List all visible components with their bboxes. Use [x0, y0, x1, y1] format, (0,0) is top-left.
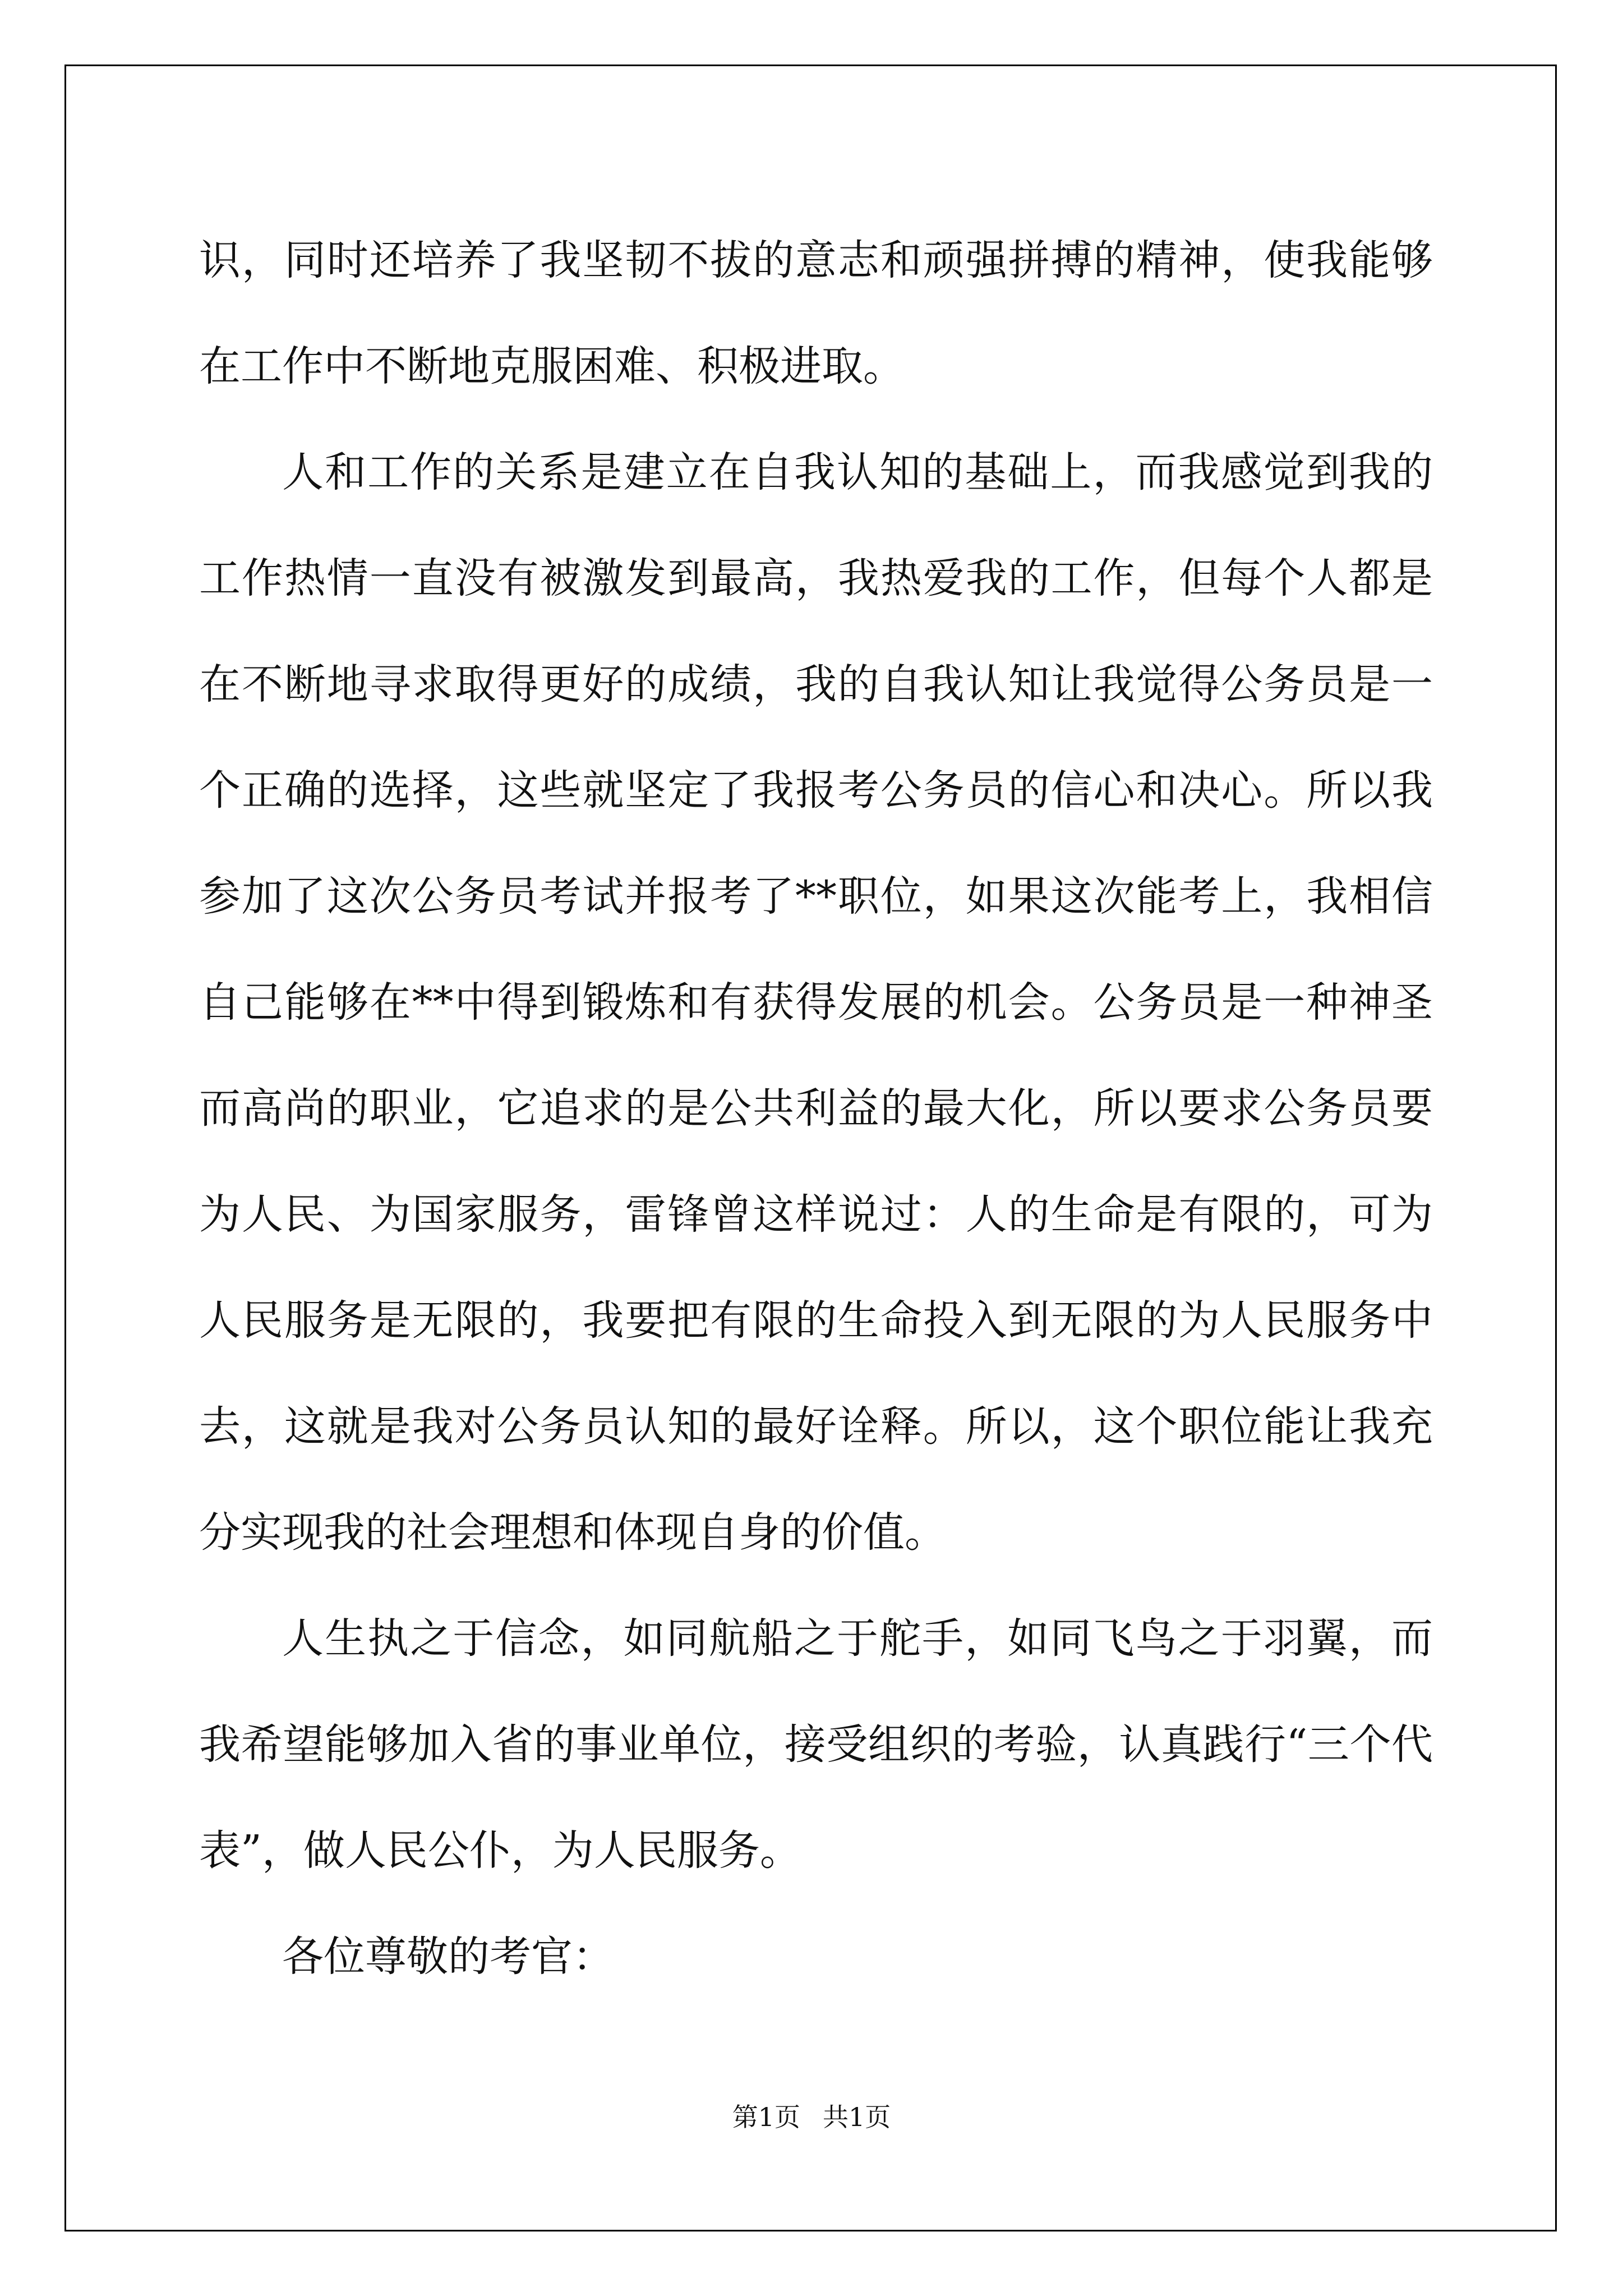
paragraph: 人和工作的关系是建立在自我认知的基础上，而我感觉到我的工作热情一直没有被激发到最高，我热爱我的工作，但每个人都是在不断地寻求取得更好的成绩，我的自我认知让我觉得公务员是一个正确的选择，这些就坚定了我报考公务员的信心和决心。所以我参加了这次公务员考试并报考了**职位，如果这次能考上，我相信自己能够在**中得到锻炼和有获得发展的机会。公务员是一种神圣而高尚的职业，它追求的是公共利益的最大化，所以要求公务员要为人民、为国家服务，雷锋曾这样说过：人的生命是有限的，可为人民服务是无限的，我要把有限的生命投入到无限的为人民服务中去，这就是我对公务员认知的最好诠释。所以，这个职位能让我充分实现我的社会理想和体现自身的价值。 [199, 448, 1433, 1557]
page-number-current: 第1页 [732, 2102, 800, 2132]
paragraph: 各位尊敬的考官： [282, 1932, 614, 1981]
paragraph: 识，同时还培养了我坚韧不拔的意志和顽强拼搏的精神，使我能够在工作中不断地克服困难、积极进取。 [199, 236, 1433, 390]
document-body [199, 208, 1433, 2010]
page-number-total: 共1页 [823, 2102, 891, 2132]
paragraph: 人生执之于信念，如同航船之于舵手，如同飞鸟之于羽翼，而我希望能够加入省的事业单位，接受组织的考验，认真践行“三个代表”，做人民公仆，为人民服务。 [199, 1614, 1433, 1875]
page-footer [0, 2097, 1623, 2134]
